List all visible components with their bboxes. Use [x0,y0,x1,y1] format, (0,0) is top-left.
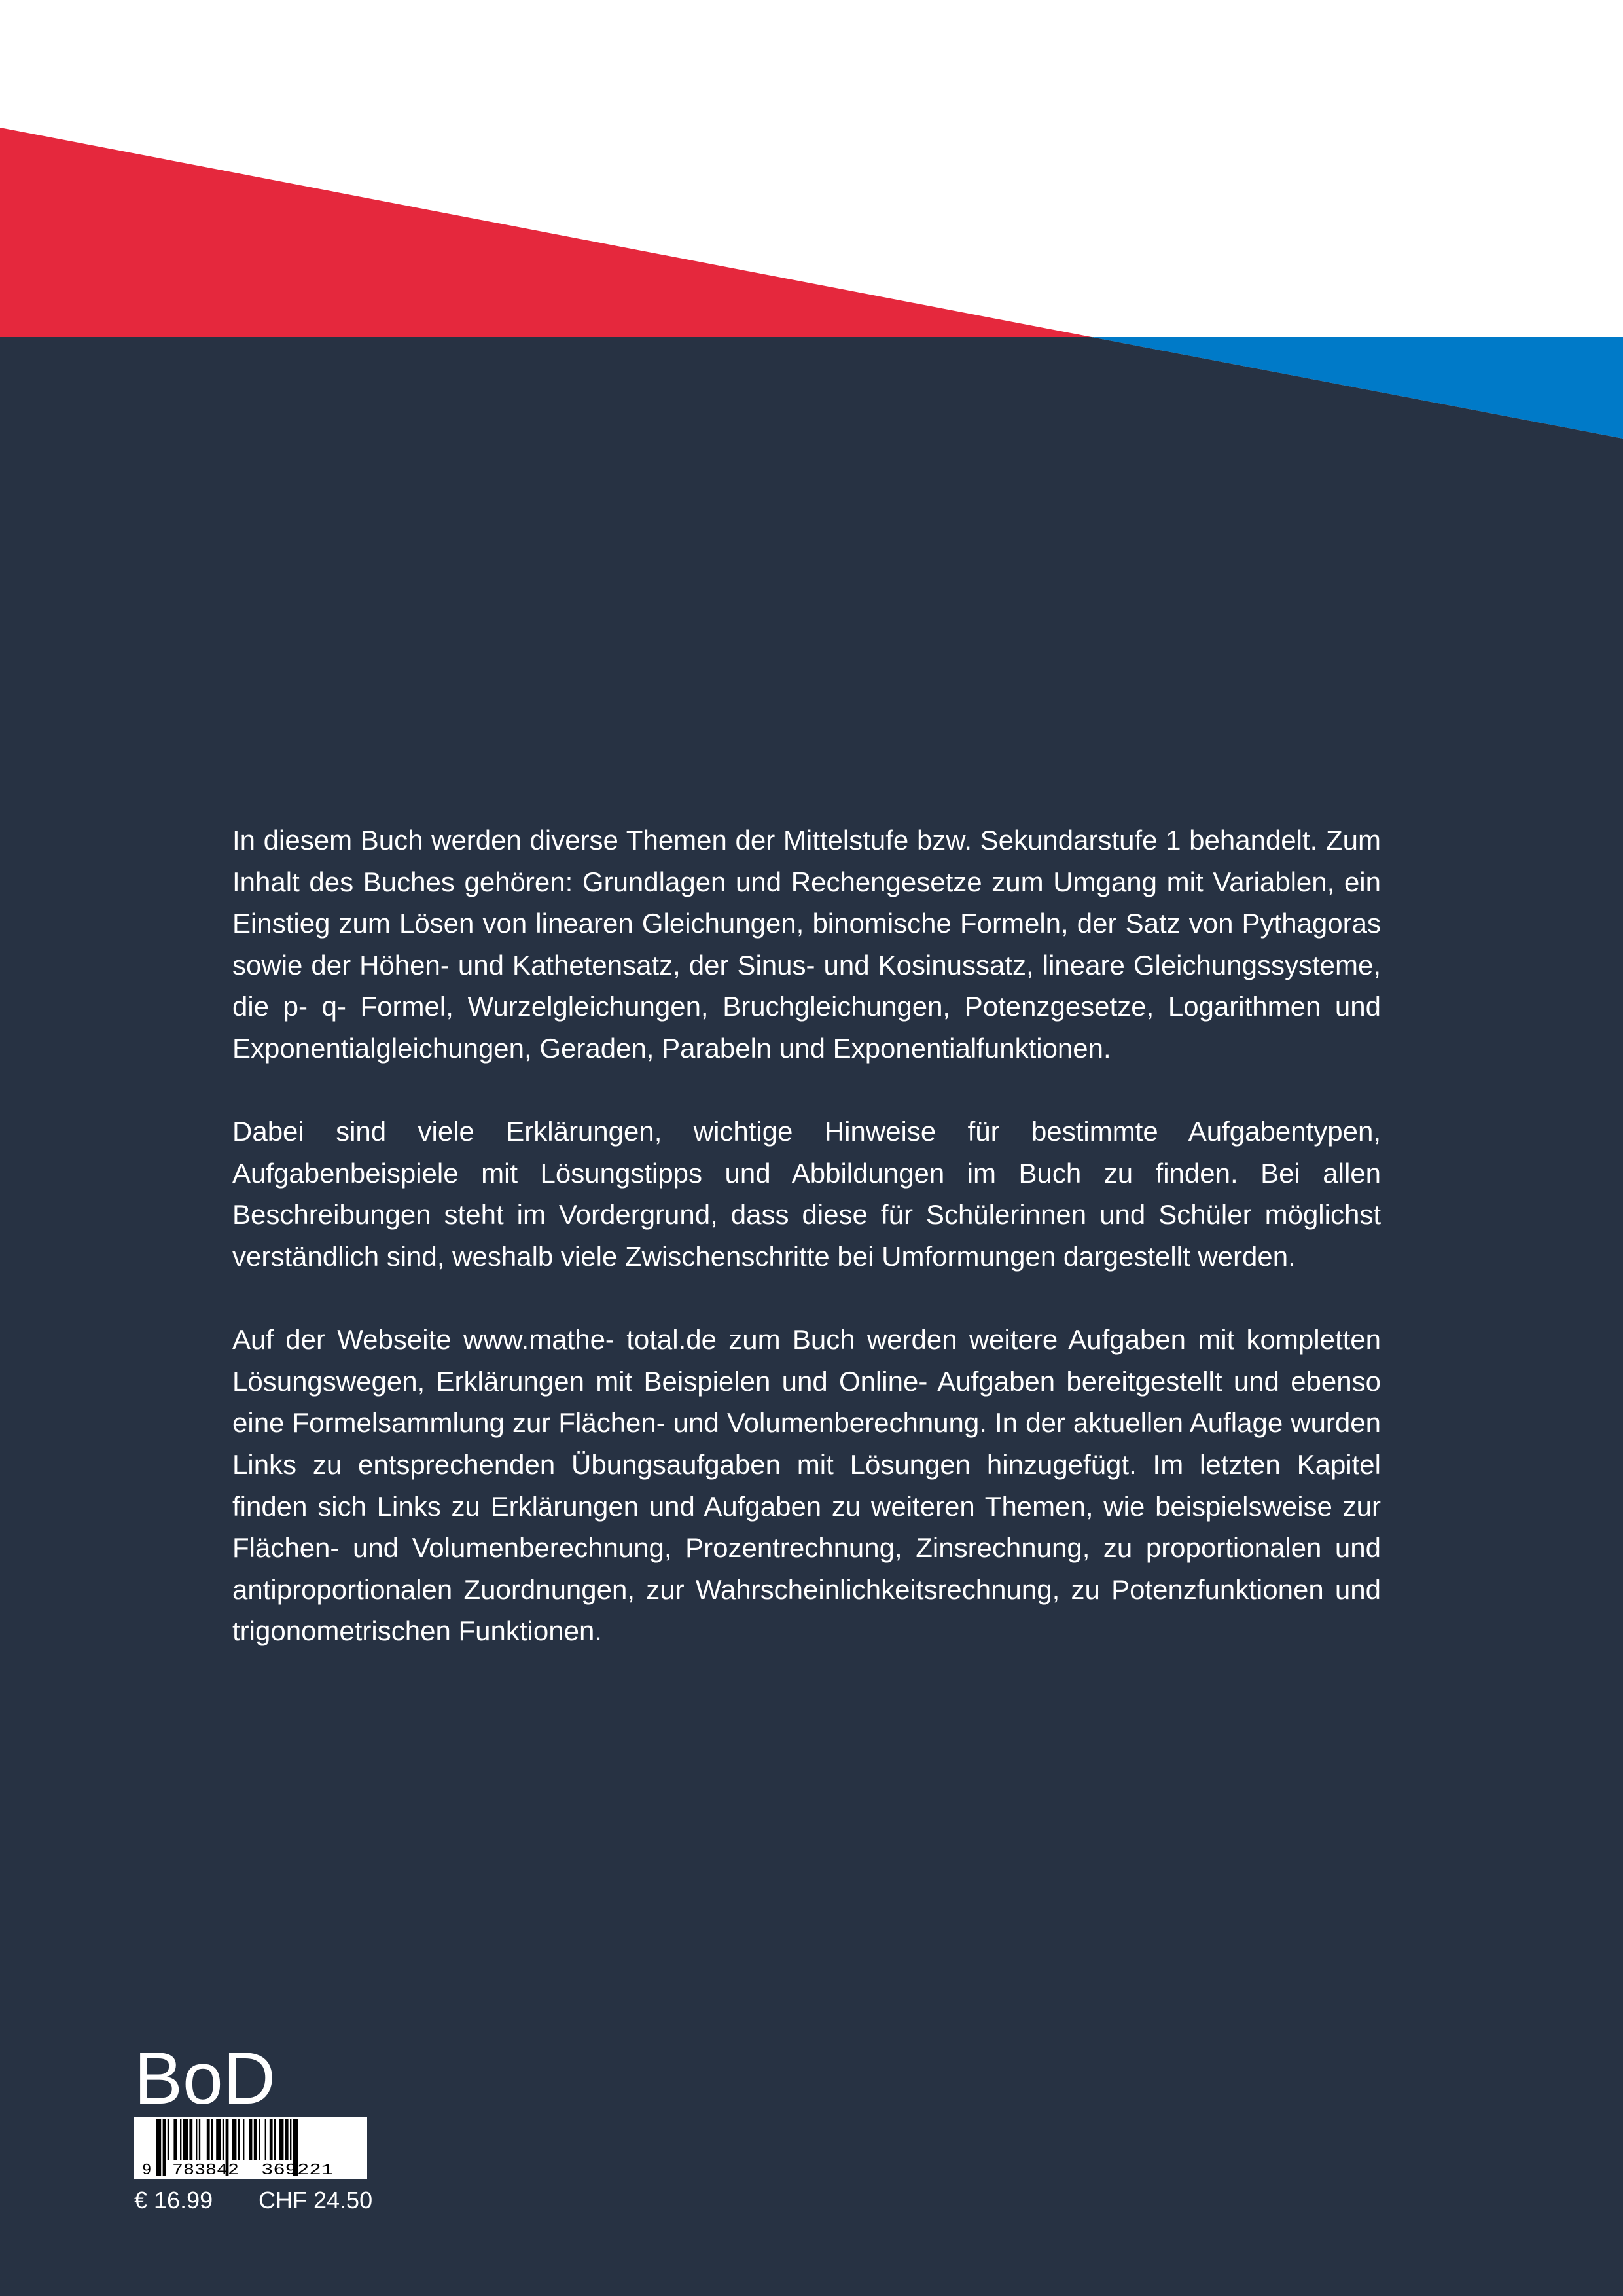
barcode-bar [259,2119,260,2160]
barcode-graphic [134,2117,367,2179]
barcode-bar [180,2119,181,2160]
barcode-bar [207,2119,210,2160]
barcode-bar [189,2119,192,2160]
ean13-barcode-icon [134,2117,367,2179]
barcode-bar [290,2119,291,2160]
barcode-bar [279,2119,283,2160]
decorative-top-band [0,0,1623,439]
price-line [134,2187,383,2214]
barcode-bar [249,2119,253,2160]
publisher-block [134,2047,383,2214]
barcode-bar [265,2119,266,2160]
barcode-bar [274,2119,276,2160]
price-eur: € 16.99 [134,2187,213,2214]
back-cover-blurb [232,819,1381,1652]
barcode-bar [199,2119,200,2160]
barcode-digits-left: 783842 [172,2162,239,2179]
barcode-bar [232,2119,236,2160]
blurb-paragraph-3: Auf der Webseite www.mathe- total.de zum Buch werden weitere Aufgaben mit kompletten Lösungswegen, Erklärungen mit Beispielen und Online- Aufgaben bereitgestellt und ebenso eine Formelsammlung zur Flächen- und Volumenberechnung. In der aktuellen Auflage wurden Links zu entsprechenden Übungsaufgaben mit Lösungen hinzugefügt. Im letzten Kapitel finden sich Links zu Erklärungen und Aufgaben zu weiteren Themen, wie beispielsweise zur Flächen- und Volumenberechnung, Prozentrechnung, Zinsrechnung, zu proportionalen und antiproportionalen Zuordnungen, zur Wahrscheinlichkeitsrechnung, zu Potenzfunktionen und trigonometrischen Funktionen. [232,1324,1381,1647]
barcode-bar [223,2119,224,2160]
price-chf: CHF 24.50 [259,2187,373,2214]
barcode-bar [216,2119,221,2160]
barcode-bar [183,2119,188,2160]
barcode-bar [270,2119,273,2160]
barcode-bar [285,2119,289,2160]
barcode-bar [168,2119,169,2160]
bod-logo-text: BoD [134,2047,276,2110]
bod-logo [134,2047,277,2110]
barcode-bar [238,2119,240,2160]
barcode-bar [163,2119,166,2176]
barcode-bar [156,2119,161,2176]
barcode-bar [196,2119,197,2160]
barcode-bar [173,2119,177,2160]
barcode-digits-right: 369221 [261,2162,333,2179]
barcode-bar [243,2119,244,2160]
barcode-bar [211,2119,213,2160]
barcode-digit-first: 9 [142,2162,152,2179]
blurb-paragraph-2: Dabei sind viele Erklärungen, wichtige Hinweise für bestimmte Aufgabentypen, Aufgabenbeispiele mit Lösungstipps und Abbildungen im Buch zu finden. Bei allen Beschreibungen steht im Vordergrund, dass diese für Schülerinnen und Schüler möglichst verständlich sind, weshalb viele Zwischenschritte bei Umformungen dargestellt werden. [232,1116,1381,1272]
barcode-bar [254,2119,257,2160]
blurb-paragraph-1: In diesem Buch werden diverse Themen der Mittelstufe bzw. Sekundarstufe 1 behandelt. Zum Inhalt des Buches gehören: Grundlagen und Rechengesetze zum Umgang mit Variablen, ein Einstieg zum Lösen von linearen Gleichungen, binomische Formeln, der Satz von Pythagoras sowie der Höhen- und Kathetensatz, der Sinus- und Kosinussatz, lineare Gleichungssysteme, die p- q- Formel, Wurzelgleichungen, Bruchgleichungen, Potenzgesetze, Logarithmen und Exponentialgleichungen, Geraden, Parabeln und Exponentialfunktionen. [232,825,1381,1064]
